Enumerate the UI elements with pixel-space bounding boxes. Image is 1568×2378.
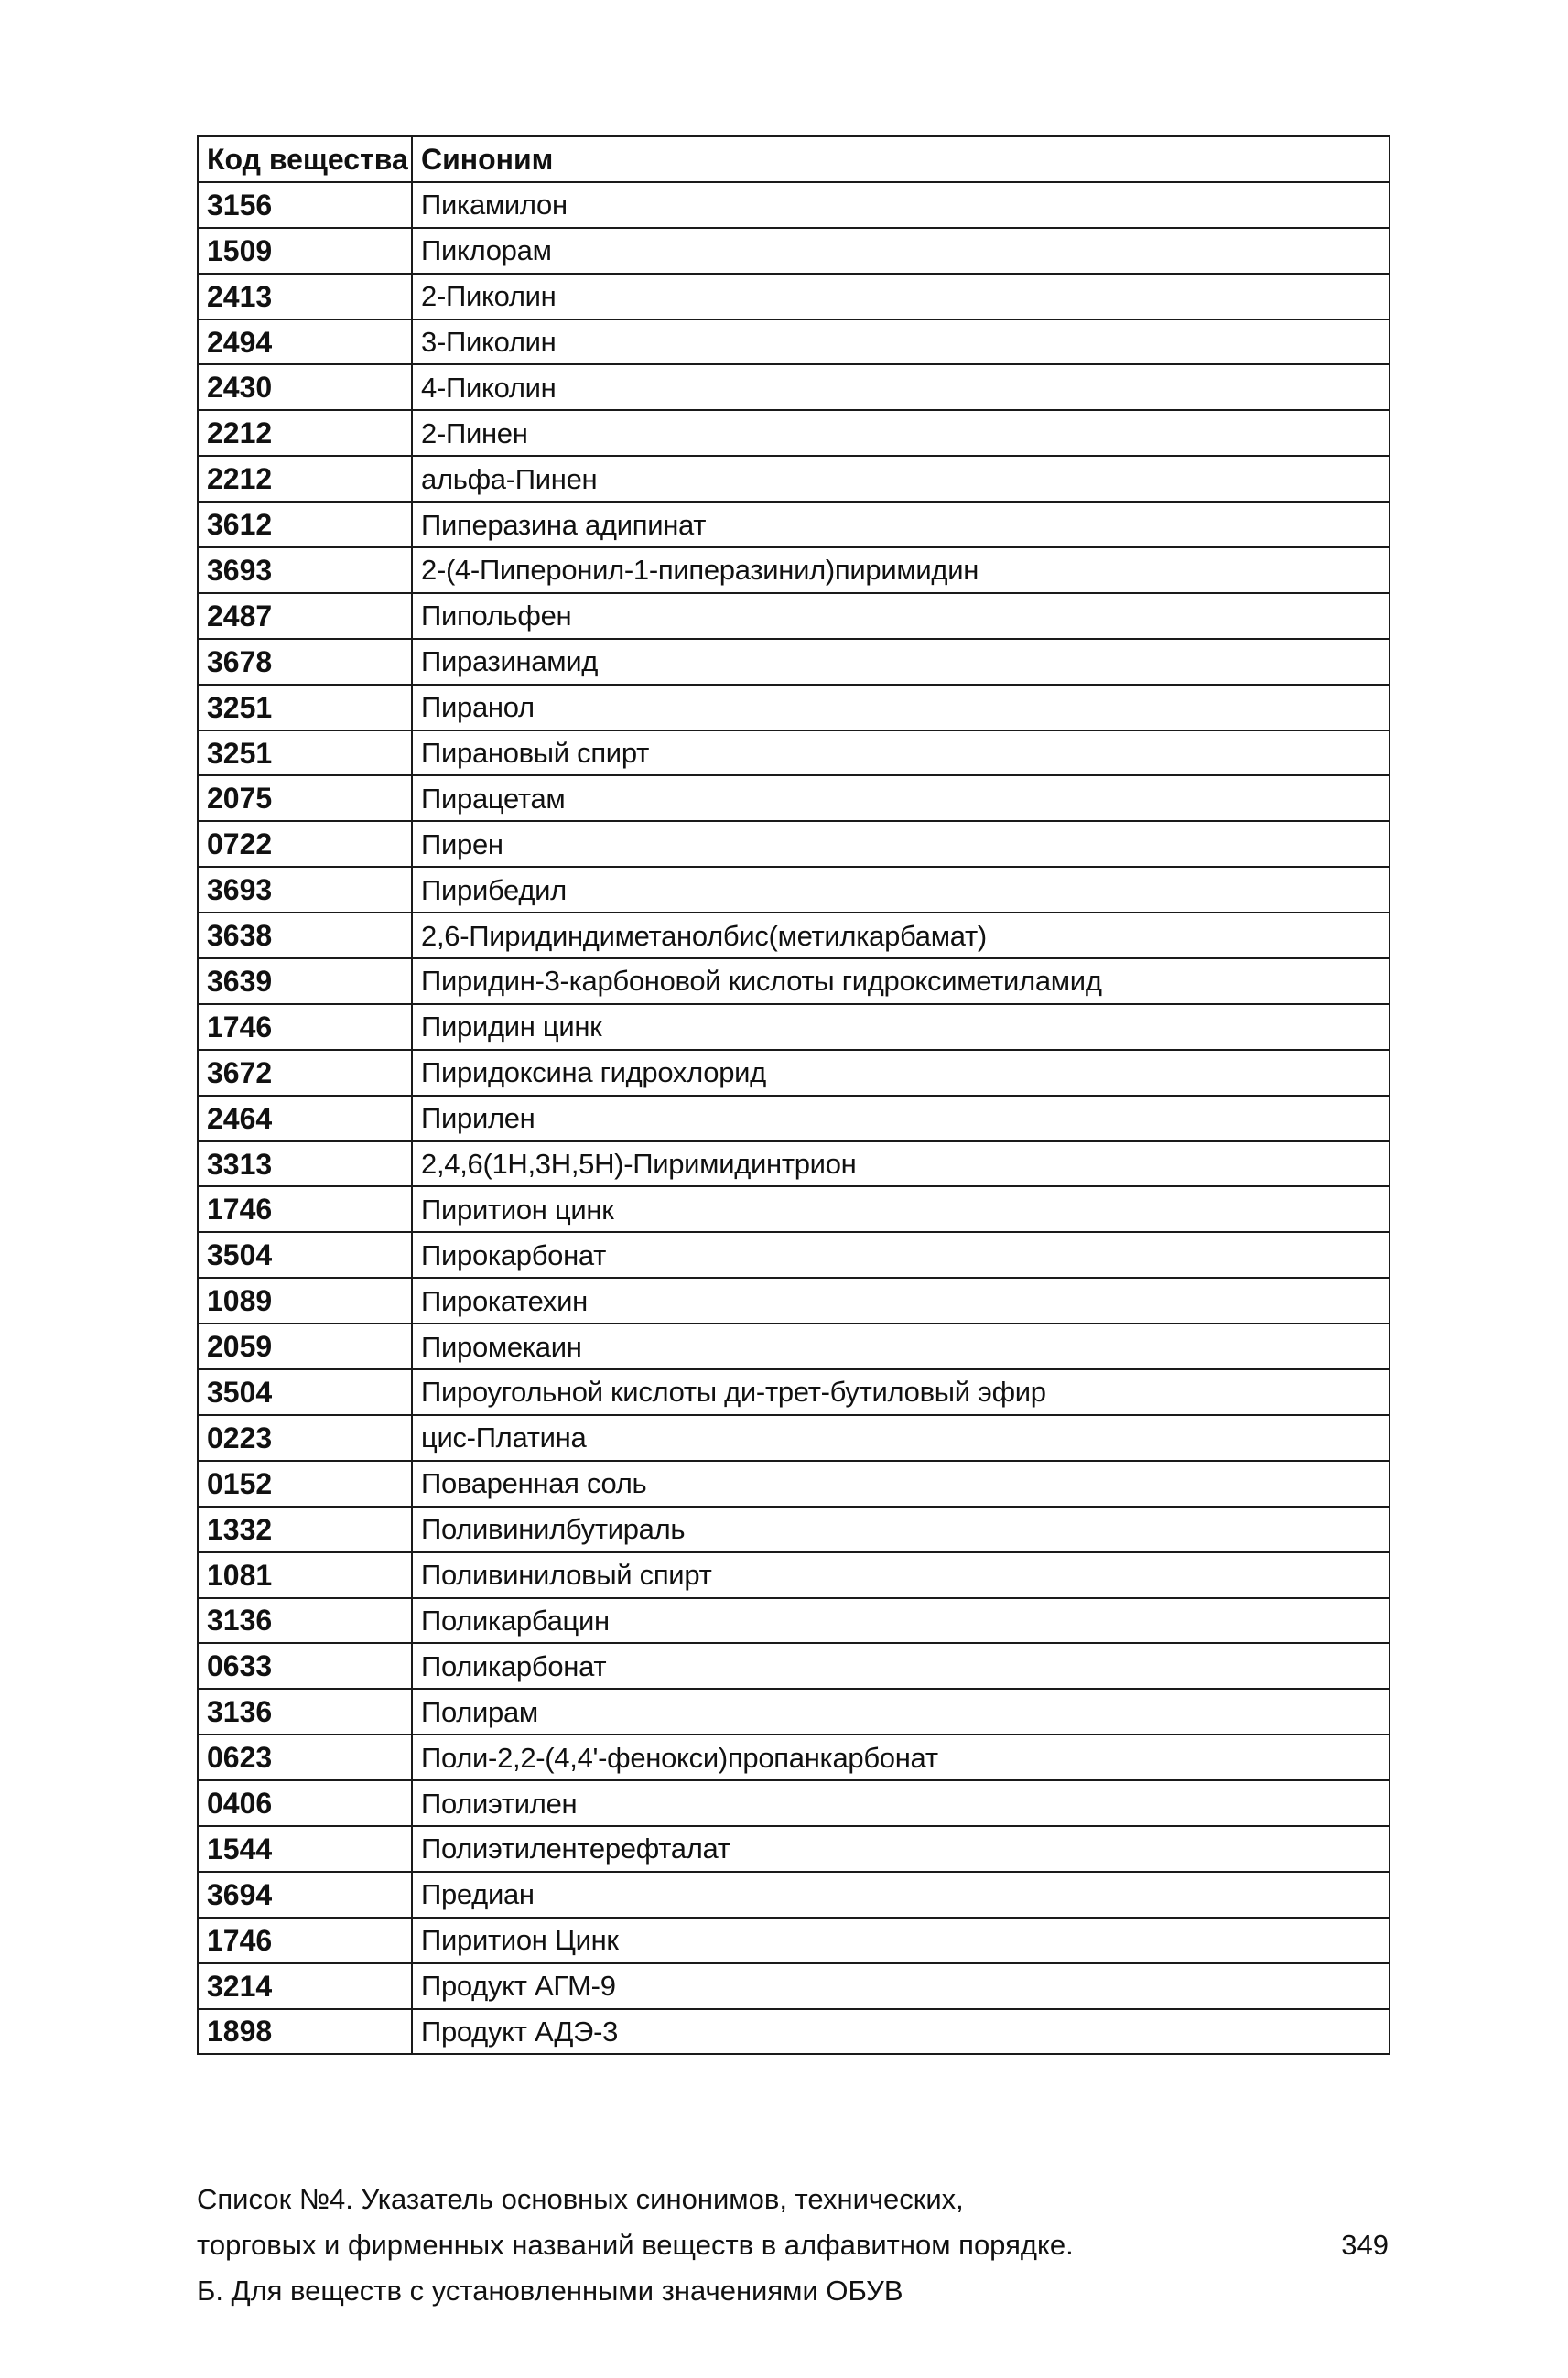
caption-line: Б. Для веществ с установленными значениями ОБУВ: [197, 2275, 903, 2307]
table-row: [198, 1598, 1390, 1644]
synonym-cell: Пиразинамид: [412, 639, 1390, 685]
synonym-cell: Поваренная соль: [412, 1461, 1390, 1507]
substance-code-cell: 3672: [198, 1050, 412, 1096]
table-row: [198, 867, 1390, 913]
substance-code-cell: 3136: [198, 1689, 412, 1735]
table-row: [198, 1004, 1390, 1050]
table-row: [198, 182, 1390, 228]
synonym-cell: Продукт АГМ-9: [412, 1963, 1390, 2009]
table-row: [198, 593, 1390, 639]
table-row: [198, 274, 1390, 319]
table-row: [198, 1735, 1390, 1780]
caption-line: торговых и фирменных названий веществ в алфавитном порядке.: [197, 2229, 1074, 2261]
substance-code-cell: 2494: [198, 319, 412, 365]
substance-code-cell: 0406: [198, 1780, 412, 1826]
synonym-cell: Полирам: [412, 1689, 1390, 1735]
table-row: [198, 639, 1390, 685]
synonym-cell: Полиэтилентерефталат: [412, 1826, 1390, 1872]
table-row: [198, 319, 1390, 365]
substance-code-cell: 2487: [198, 593, 412, 639]
table-row: [198, 775, 1390, 821]
table-row: [198, 502, 1390, 547]
substance-code-cell: 0722: [198, 821, 412, 867]
substance-code-cell: 3678: [198, 639, 412, 685]
table-row: [198, 1507, 1390, 1552]
synonym-cell: Пиридин цинк: [412, 1004, 1390, 1050]
substance-code-cell: 3612: [198, 502, 412, 547]
synonym-cell: Поли-2,2-(4,4'-фенокси)пропанкарбонат: [412, 1735, 1390, 1780]
table-row: [198, 410, 1390, 456]
table-row: [198, 913, 1390, 958]
column-header-synonym: Синоним: [412, 136, 1390, 182]
table-row: [198, 456, 1390, 502]
synonym-cell: Пиритион Цинк: [412, 1918, 1390, 1963]
synonym-cell: Пиритион цинк: [412, 1186, 1390, 1232]
substance-synonym-table-container: [197, 135, 1389, 2055]
column-header-code: Код вещества: [198, 136, 412, 182]
synonym-cell: Пиридин-3-карбоновой кислоты гидроксиметиламид: [412, 958, 1390, 1004]
synonym-cell: Пиклорам: [412, 228, 1390, 274]
table-row: [198, 1141, 1390, 1187]
synonym-cell: Пиридоксина гидрохлорид: [412, 1050, 1390, 1096]
substance-code-cell: 3214: [198, 1963, 412, 2009]
substance-synonym-table: [197, 135, 1390, 2055]
substance-code-cell: 1544: [198, 1826, 412, 1872]
table-row: [198, 1963, 1390, 2009]
table-row: [198, 364, 1390, 410]
substance-code-cell: 0633: [198, 1643, 412, 1689]
table-row: [198, 1369, 1390, 1415]
table-row: [198, 958, 1390, 1004]
table-row: [198, 1872, 1390, 1918]
synonym-cell: 2-Пинен: [412, 410, 1390, 456]
synonym-cell: Полиэтилен: [412, 1780, 1390, 1826]
synonym-cell: Поликарбонат: [412, 1643, 1390, 1689]
substance-code-cell: 3251: [198, 730, 412, 776]
synonym-cell: 2-Пиколин: [412, 274, 1390, 319]
substance-code-cell: 1089: [198, 1278, 412, 1324]
substance-code-cell: 3136: [198, 1598, 412, 1644]
synonym-cell: Пирацетам: [412, 775, 1390, 821]
substance-code-cell: 2212: [198, 410, 412, 456]
synonym-cell: Пиранол: [412, 685, 1390, 730]
table-row: [198, 1096, 1390, 1141]
synonym-cell: Пирановый спирт: [412, 730, 1390, 776]
table-row: [198, 2009, 1390, 2055]
synonym-cell: Пироугольной кислоты ди-трет-бутиловый эфир: [412, 1369, 1390, 1415]
synonym-cell: Продукт АДЭ-3: [412, 2009, 1390, 2055]
synonym-cell: Пикамилон: [412, 182, 1390, 228]
synonym-cell: Пипольфен: [412, 593, 1390, 639]
substance-code-cell: 3638: [198, 913, 412, 958]
substance-code-cell: 1746: [198, 1186, 412, 1232]
table-row: [198, 1552, 1390, 1598]
synonym-cell: Пирокарбонат: [412, 1232, 1390, 1278]
synonym-cell: Пиперазина адипинат: [412, 502, 1390, 547]
page-caption: [197, 2177, 1112, 2314]
table-header-row: [198, 136, 1390, 182]
substance-code-cell: 3639: [198, 958, 412, 1004]
synonym-cell: Пирибедил: [412, 867, 1390, 913]
substance-code-cell: 1509: [198, 228, 412, 274]
synonym-cell: Пирен: [412, 821, 1390, 867]
substance-code-cell: 2430: [198, 364, 412, 410]
table-row: [198, 730, 1390, 776]
table-row: [198, 1415, 1390, 1461]
substance-code-cell: 1332: [198, 1507, 412, 1552]
substance-code-cell: 0223: [198, 1415, 412, 1461]
table-body: [198, 182, 1390, 2055]
caption-line: Список №4. Указатель основных синонимов, технических,: [197, 2183, 964, 2215]
synonym-cell: 2-(4-Пиперонил-1-пиперазинил)пиримидин: [412, 547, 1390, 593]
substance-code-cell: 0623: [198, 1735, 412, 1780]
table-row: [198, 1918, 1390, 1963]
substance-code-cell: 3251: [198, 685, 412, 730]
table-row: [198, 1461, 1390, 1507]
substance-code-cell: 3504: [198, 1369, 412, 1415]
substance-code-cell: 1746: [198, 1004, 412, 1050]
substance-code-cell: 3693: [198, 547, 412, 593]
synonym-cell: альфа-Пинен: [412, 456, 1390, 502]
synonym-cell: цис-Платина: [412, 1415, 1390, 1461]
page-number: 349: [1341, 2229, 1389, 2261]
table-row: [198, 1232, 1390, 1278]
table-row: [198, 1689, 1390, 1735]
synonym-cell: Поливиниловый спирт: [412, 1552, 1390, 1598]
substance-code-cell: 2464: [198, 1096, 412, 1141]
table-row: [198, 1278, 1390, 1324]
synonym-cell: 2,4,6(1Н,3Н,5Н)-Пиримидинтрион: [412, 1141, 1390, 1187]
synonym-cell: 2,6-Пиридиндиметанолбис(метилкарбамат): [412, 913, 1390, 958]
substance-code-cell: 1081: [198, 1552, 412, 1598]
table-row: [198, 821, 1390, 867]
synonym-cell: Поликарбацин: [412, 1598, 1390, 1644]
synonym-cell: 3-Пиколин: [412, 319, 1390, 365]
table-row: [198, 1186, 1390, 1232]
substance-code-cell: 3504: [198, 1232, 412, 1278]
substance-code-cell: 2059: [198, 1324, 412, 1369]
substance-code-cell: 1898: [198, 2009, 412, 2055]
substance-code-cell: 3313: [198, 1141, 412, 1187]
substance-code-cell: 2212: [198, 456, 412, 502]
synonym-cell: Предиан: [412, 1872, 1390, 1918]
substance-code-cell: 3693: [198, 867, 412, 913]
synonym-cell: Поливинилбутираль: [412, 1507, 1390, 1552]
table-row: [198, 547, 1390, 593]
table-row: [198, 1826, 1390, 1872]
substance-code-cell: 3156: [198, 182, 412, 228]
table-row: [198, 228, 1390, 274]
synonym-cell: 4-Пиколин: [412, 364, 1390, 410]
synonym-cell: Пирокатехин: [412, 1278, 1390, 1324]
table-row: [198, 1780, 1390, 1826]
substance-code-cell: 0152: [198, 1461, 412, 1507]
synonym-cell: Пиромекаин: [412, 1324, 1390, 1369]
synonym-cell: Пирилен: [412, 1096, 1390, 1141]
substance-code-cell: 2075: [198, 775, 412, 821]
table-row: [198, 1324, 1390, 1369]
substance-code-cell: 1746: [198, 1918, 412, 1963]
substance-code-cell: 3694: [198, 1872, 412, 1918]
table-row: [198, 1643, 1390, 1689]
table-row: [198, 1050, 1390, 1096]
table-row: [198, 685, 1390, 730]
substance-code-cell: 2413: [198, 274, 412, 319]
